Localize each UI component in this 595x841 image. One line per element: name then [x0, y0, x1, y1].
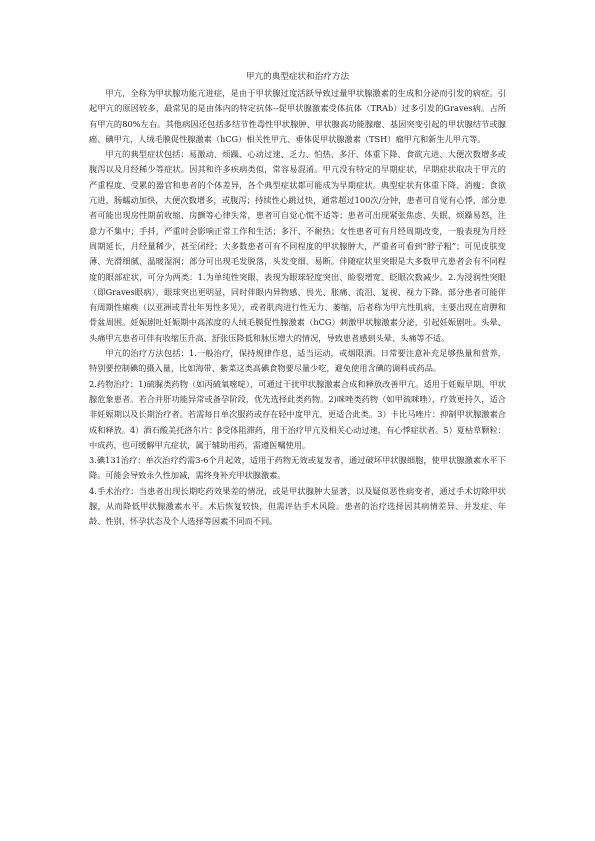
paragraph-surgery: 4.手术治疗：当患者出现长期吃药效果差的情况，或是甲状腺肿大显著，以及疑似恶性病变者，通过手术切除甲状腺，从而降低甲状腺激素水平。术后恢复较快，但需评估手术风险。患者的治疗选择因其病情差异、并发症、年龄、性别、怀孕状态及个人选择等因素不同而不同。: [89, 485, 506, 527]
document-title: 甲亢的典型症状和治疗方法: [245, 72, 350, 82]
paragraph-treatment-overview: 甲亢的治疗方法包括：1.一般治疗，保持规律作息，适当运动，戒烟限酒。日常要注意补充足够热量和营养，特别要控制碘的摄入量，比如海带、紫菜这类高碘食物要尽量少吃，避免使用含碘的调料或药品。: [89, 348, 506, 374]
paragraph-intro: 甲亢，全称为甲状腺功能亢进症，是由于甲状腺过度活跃导致过量甲状腺激素的生成和分泌而引发的病症。引起甲亢的原因较多，最常见的是由体内的特定抗体--促甲状腺激素受体抗体（TRAb）过多引发的Graves病。占所有甲亢的80%左右。其他病因还包括多结节性毒性甲状腺肿、甲状腺高功能腺瘤、基因突变引起的甲状腺结节或腺癌、碘甲亢，人绒毛膜促性腺激素（hCG）相关性甲亢、垂体促甲状腺激素（TSH）瘤甲亢和新生儿甲亢等。: [89, 88, 506, 144]
document-body: [89, 86, 506, 530]
paragraph-iodine-therapy: 3.碘131治疗：单次治疗约需3-6个月起效，适用于药物无效或复发者，通过破坏甲状腺细胞，使甲状腺激素水平下降。可能会导致永久性加减，需终身补充甲状腺激素。: [89, 455, 506, 481]
paragraph-symptoms: 甲亢的典型症状包括：易激动、烦躁、心动过速、乏力、怕热、多汗、体重下降、食欲亢进、大便次数增多或腹泻以及月经稀少等症状。因其和许多疾病类似，常容易混淆。甲亢没有特定的早期症状，早期症状取决于甲亢的严重程度、受累的器官和患者的个体差异，各个典型症状都可能成为早期症状。典型症状有体重下降、消瘦；食欲亢进，肠蠕动加快，大便次数增多，或腹泻；持续性心跳过快，通常超过100次/分钟，患者可自觉有心悸，部分患者可能出现房性期前收缩、房颤等心律失常，患者可自觉心慌不适等；患者可出现紧张焦虑、失眠、烦躁易怒，注意力不集中；手抖，严重时会影响正常工作和生活；多汗、不耐热；女性患者可有月经周期改变，一般表现为月经周期延长，月经量稀少，甚至闭经；大多数患者可有不同程度的甲状腺肿大，严重者可看到“脖子粗”；可见皮肤变薄、光滑细腻、温暖湿润；部分可出现毛发脱落，头发变细、易断。伴随症状里突眼是大多数甲亢患者会有不同程度的眼部症状，可分为两类：1.为单纯性突眼，表现为眼球轻度突出、睑裂增宽、眨眼次数减少。2.为浸润性突眼（即Graves眼病），眼球突出更明显，同时伴眼内异物感、畏光、胀痛、流泪、复视、视力下降。部分患者可能伴有周期性瘫痪（以亚洲或青壮年男性多见），或者肌肉进行性无力、萎缩，后者称为甲亢性肌病，主要出现在肩胛和骨盆周围。妊娠剧吐妊娠期中高浓度的人绒毛膜促性腺激素（hCG）刺激甲状腺激素分泌，引起妊娠剧吐。头晕、头痛甲亢患者可伴有收缩压升高、舒张压降低和脉压增大的情况，导致患者感到头晕、头痛等不适。: [89, 149, 506, 343]
paragraph-drug-therapy: 2.药物治疗：1)硫脲类药物（如丙硫氧嘧啶），可通过干扰甲状腺激素合成和释放改善甲亢。适用于妊娠早期、甲状腺危象患者。若合并肝功能异常或备孕阶段，优先选择此类药物。2)咪唑类药物（如甲巯咪唑），疗效更持久，适合非妊娠期以及长期治疗者。若需每日单次服药或存在轻中度甲亢，更适合此类。3）卡比马唑片：抑制甲状腺激素合成和释放。4）酒石酸美托洛尔片：β受体阻滞药，用于治疗甲亢及相关心动过速，有心悸症状者。5）夏枯草颗粒：中成药，也可缓解甲亢症状，属于辅助用药，需遵医嘱使用。: [89, 378, 506, 450]
